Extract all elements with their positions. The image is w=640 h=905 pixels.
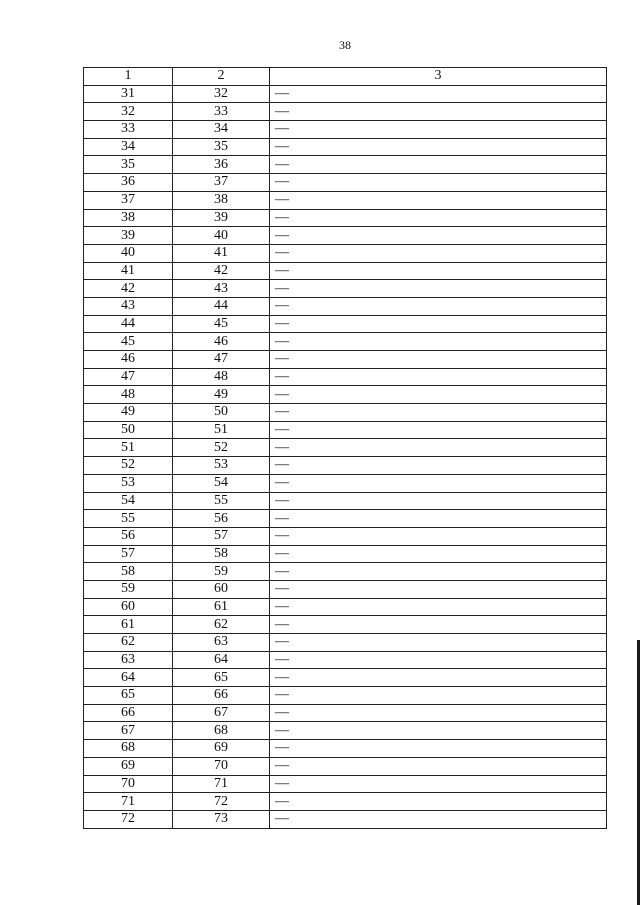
cell-col-1: 67 [84,722,173,740]
cell-col-3: — [270,280,607,298]
cell-col-2: 66 [173,687,270,705]
table-header [84,68,607,86]
table-row [84,669,607,687]
table-row [84,545,607,563]
cell-col-1: 53 [84,474,173,492]
cell-col-3: — [270,474,607,492]
cell-col-3: — [270,297,607,315]
cell-col-1: 50 [84,421,173,439]
cell-col-1: 35 [84,156,173,174]
cell-col-1: 34 [84,138,173,156]
cell-col-3: — [270,598,607,616]
cell-col-2: 51 [173,421,270,439]
table-row [84,333,607,351]
cell-col-3: — [270,687,607,705]
cell-col-2: 56 [173,510,270,528]
cell-col-3: — [270,404,607,422]
cell-col-3: — [270,722,607,740]
table-row [84,85,607,103]
cell-col-1: 69 [84,757,173,775]
cell-col-1: 32 [84,103,173,121]
cell-col-2: 65 [173,669,270,687]
cell-col-2: 39 [173,209,270,227]
cell-col-1: 31 [84,85,173,103]
table-row [84,740,607,758]
cell-col-2: 62 [173,616,270,634]
cell-col-1: 38 [84,209,173,227]
table-row [84,297,607,315]
cell-col-2: 41 [173,244,270,262]
cell-col-2: 47 [173,351,270,369]
cell-col-1: 44 [84,315,173,333]
cell-col-2: 36 [173,156,270,174]
cell-col-1: 58 [84,563,173,581]
cell-col-2: 44 [173,297,270,315]
cell-col-1: 70 [84,775,173,793]
cell-col-2: 46 [173,333,270,351]
cell-col-1: 36 [84,174,173,192]
cell-col-1: 54 [84,492,173,510]
header-row [84,68,607,86]
table-row [84,191,607,209]
cell-col-3: — [270,386,607,404]
table-row [84,598,607,616]
cell-col-1: 64 [84,669,173,687]
table-row [84,563,607,581]
cell-col-3: — [270,209,607,227]
cell-col-1: 63 [84,651,173,669]
cell-col-2: 68 [173,722,270,740]
cell-col-2: 35 [173,138,270,156]
cell-col-1: 41 [84,262,173,280]
cell-col-1: 40 [84,244,173,262]
cell-col-3: — [270,439,607,457]
table-row [84,262,607,280]
table-row [84,209,607,227]
table-row [84,244,607,262]
table-row [84,757,607,775]
table-row [84,704,607,722]
cell-col-3: — [270,121,607,139]
cell-col-2: 58 [173,545,270,563]
cell-col-2: 34 [173,121,270,139]
cell-col-1: 57 [84,545,173,563]
cell-col-1: 47 [84,368,173,386]
table-row [84,616,607,634]
cell-col-1: 59 [84,580,173,598]
column-header-1: 1 [84,68,173,86]
cell-col-1: 60 [84,598,173,616]
table-row [84,527,607,545]
cell-col-1: 65 [84,687,173,705]
cell-col-2: 59 [173,563,270,581]
cell-col-3: — [270,527,607,545]
cell-col-3: — [270,421,607,439]
cell-col-2: 55 [173,492,270,510]
cell-col-3: — [270,492,607,510]
cell-col-1: 43 [84,297,173,315]
cell-col-3: — [270,563,607,581]
cell-col-1: 49 [84,404,173,422]
cell-col-2: 50 [173,404,270,422]
cell-col-3: — [270,244,607,262]
cell-col-2: 60 [173,580,270,598]
cell-col-3: — [270,634,607,652]
cell-col-2: 32 [173,85,270,103]
cell-col-2: 33 [173,103,270,121]
cell-col-1: 46 [84,351,173,369]
cell-col-3: — [270,351,607,369]
cell-col-3: — [270,704,607,722]
table-row [84,404,607,422]
table-row [84,227,607,245]
cell-col-2: 43 [173,280,270,298]
table-row [84,351,607,369]
cell-col-3: — [270,85,607,103]
cell-col-2: 37 [173,174,270,192]
cell-col-3: — [270,191,607,209]
cell-col-1: 48 [84,386,173,404]
cell-col-3: — [270,616,607,634]
cell-col-2: 64 [173,651,270,669]
cell-col-2: 57 [173,527,270,545]
cell-col-2: 69 [173,740,270,758]
table-row [84,315,607,333]
cell-col-1: 33 [84,121,173,139]
cell-col-3: — [270,580,607,598]
page-number: 38 [339,38,351,52]
cell-col-3: — [270,138,607,156]
cell-col-1: 56 [84,527,173,545]
table-body [84,85,607,828]
cell-col-1: 52 [84,457,173,475]
cell-col-1: 71 [84,793,173,811]
cell-col-2: 71 [173,775,270,793]
cell-col-3: — [270,510,607,528]
cell-col-1: 72 [84,810,173,828]
cell-col-3: — [270,315,607,333]
table-row [84,651,607,669]
cell-col-3: — [270,740,607,758]
cell-col-1: 45 [84,333,173,351]
column-header-3: 3 [270,68,607,86]
table-row [84,810,607,828]
cell-col-2: 49 [173,386,270,404]
cell-col-2: 48 [173,368,270,386]
cell-col-2: 54 [173,474,270,492]
cell-col-1: 62 [84,634,173,652]
table-row [84,793,607,811]
cell-col-3: — [270,103,607,121]
cell-col-3: — [270,368,607,386]
cell-col-1: 37 [84,191,173,209]
cell-col-3: — [270,810,607,828]
cell-col-3: — [270,793,607,811]
cell-col-1: 66 [84,704,173,722]
cell-col-3: — [270,775,607,793]
cell-col-2: 52 [173,439,270,457]
cell-col-3: — [270,174,607,192]
cell-col-1: 39 [84,227,173,245]
cell-col-2: 42 [173,262,270,280]
table-row [84,457,607,475]
cell-col-1: 61 [84,616,173,634]
table-row [84,775,607,793]
data-table [83,67,607,829]
table-row [84,156,607,174]
cell-col-2: 63 [173,634,270,652]
table-row [84,492,607,510]
table-row [84,121,607,139]
table-row [84,280,607,298]
cell-col-2: 40 [173,227,270,245]
cell-col-1: 51 [84,439,173,457]
cell-col-2: 38 [173,191,270,209]
table-row [84,580,607,598]
table-row [84,386,607,404]
cell-col-3: — [270,757,607,775]
table-row [84,510,607,528]
column-header-2: 2 [173,68,270,86]
cell-col-1: 42 [84,280,173,298]
cell-col-2: 53 [173,457,270,475]
cell-col-2: 73 [173,810,270,828]
cell-col-1: 68 [84,740,173,758]
table-row [84,174,607,192]
cell-col-3: — [270,333,607,351]
table-row [84,687,607,705]
table-row [84,474,607,492]
cell-col-3: — [270,457,607,475]
cell-col-3: — [270,156,607,174]
table-row [84,634,607,652]
cell-col-3: — [270,669,607,687]
cell-col-2: 61 [173,598,270,616]
table-row [84,103,607,121]
table-row [84,368,607,386]
cell-col-2: 72 [173,793,270,811]
cell-col-2: 67 [173,704,270,722]
table-row [84,138,607,156]
cell-col-1: 55 [84,510,173,528]
table-row [84,439,607,457]
table-row [84,722,607,740]
cell-col-3: — [270,545,607,563]
cell-col-3: — [270,227,607,245]
cell-col-2: 45 [173,315,270,333]
cell-col-3: — [270,651,607,669]
cell-col-2: 70 [173,757,270,775]
cell-col-3: — [270,262,607,280]
table-row [84,421,607,439]
